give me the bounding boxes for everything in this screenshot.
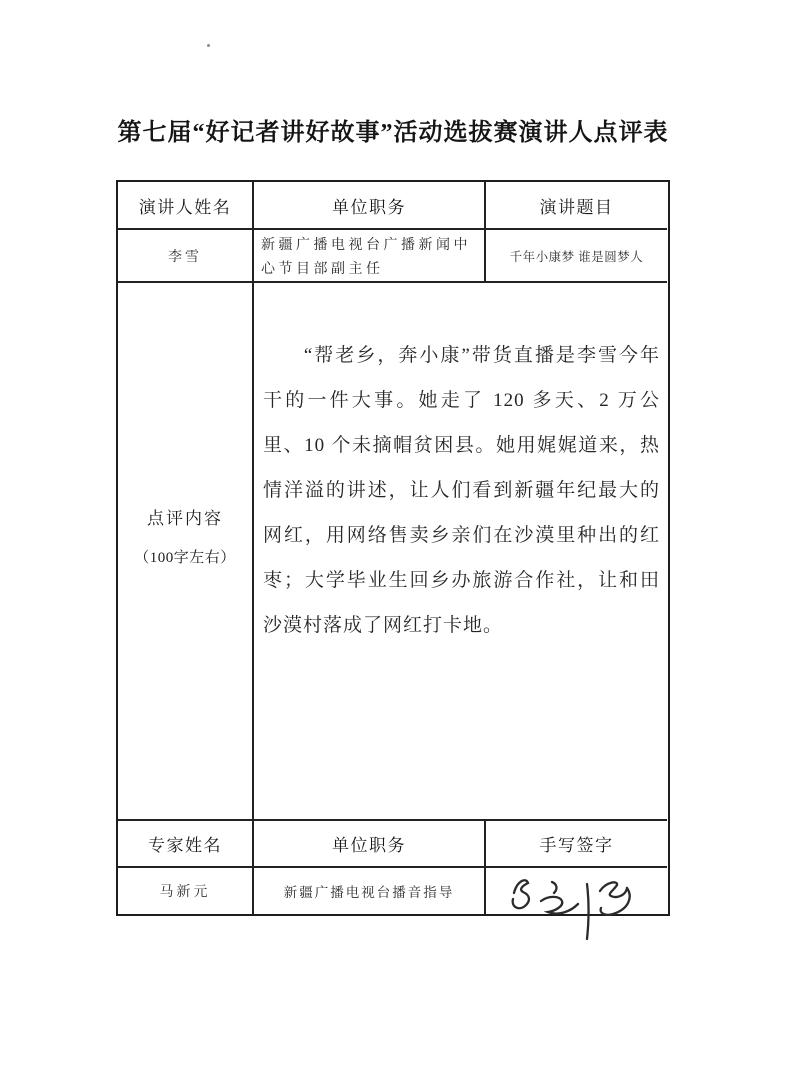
expert-position: 新疆广播电视台播音指导 <box>252 866 484 914</box>
handwritten-signature-icon <box>500 870 655 944</box>
header-speaker-name: 演讲人姓名 <box>138 197 232 217</box>
comment-label-note: （100字左右） <box>134 549 236 566</box>
header-speech-topic: 演讲题目 <box>484 182 667 228</box>
comment-label-text: 点评内容 <box>147 508 223 528</box>
speech-topic: 千年小康梦 谁是圆梦人 <box>484 228 667 281</box>
page-title: 第七届“好记者讲好故事”活动选拔赛演讲人点评表 <box>117 120 669 146</box>
speaker-position: 新疆广播电视台广播新闻中心节目部副主任 <box>252 228 484 281</box>
speaker-name: 李雪 <box>118 228 252 281</box>
scan-speck <box>207 44 210 47</box>
header-expert-unit-position: 单位职务 <box>252 819 484 866</box>
expert-name: 马新元 <box>118 866 252 914</box>
comment-text: “帮老乡，奔小康”带货直播是李雪今年干的一件大事。她走了 120 多天、2 万公里、10 个未摘帽贫困县。她用娓娓道来，热情洋溢的讲述，让人们看到新疆年纪最大的网红，用网络售卖乡亲们在沙漠里种出的红枣；大学毕业生回乡办旅游合作社，让和田沙漠村落成了网红打卡地。 <box>263 345 660 636</box>
header-handwritten-signature: 手写签字 <box>484 819 667 866</box>
evaluation-table <box>116 180 670 916</box>
comment-content-cell <box>252 281 667 819</box>
signature-cell <box>484 866 667 914</box>
comment-label <box>118 281 252 819</box>
header-expert-name: 专家姓名 <box>118 819 252 866</box>
header-unit-position: 单位职务 <box>252 182 484 228</box>
